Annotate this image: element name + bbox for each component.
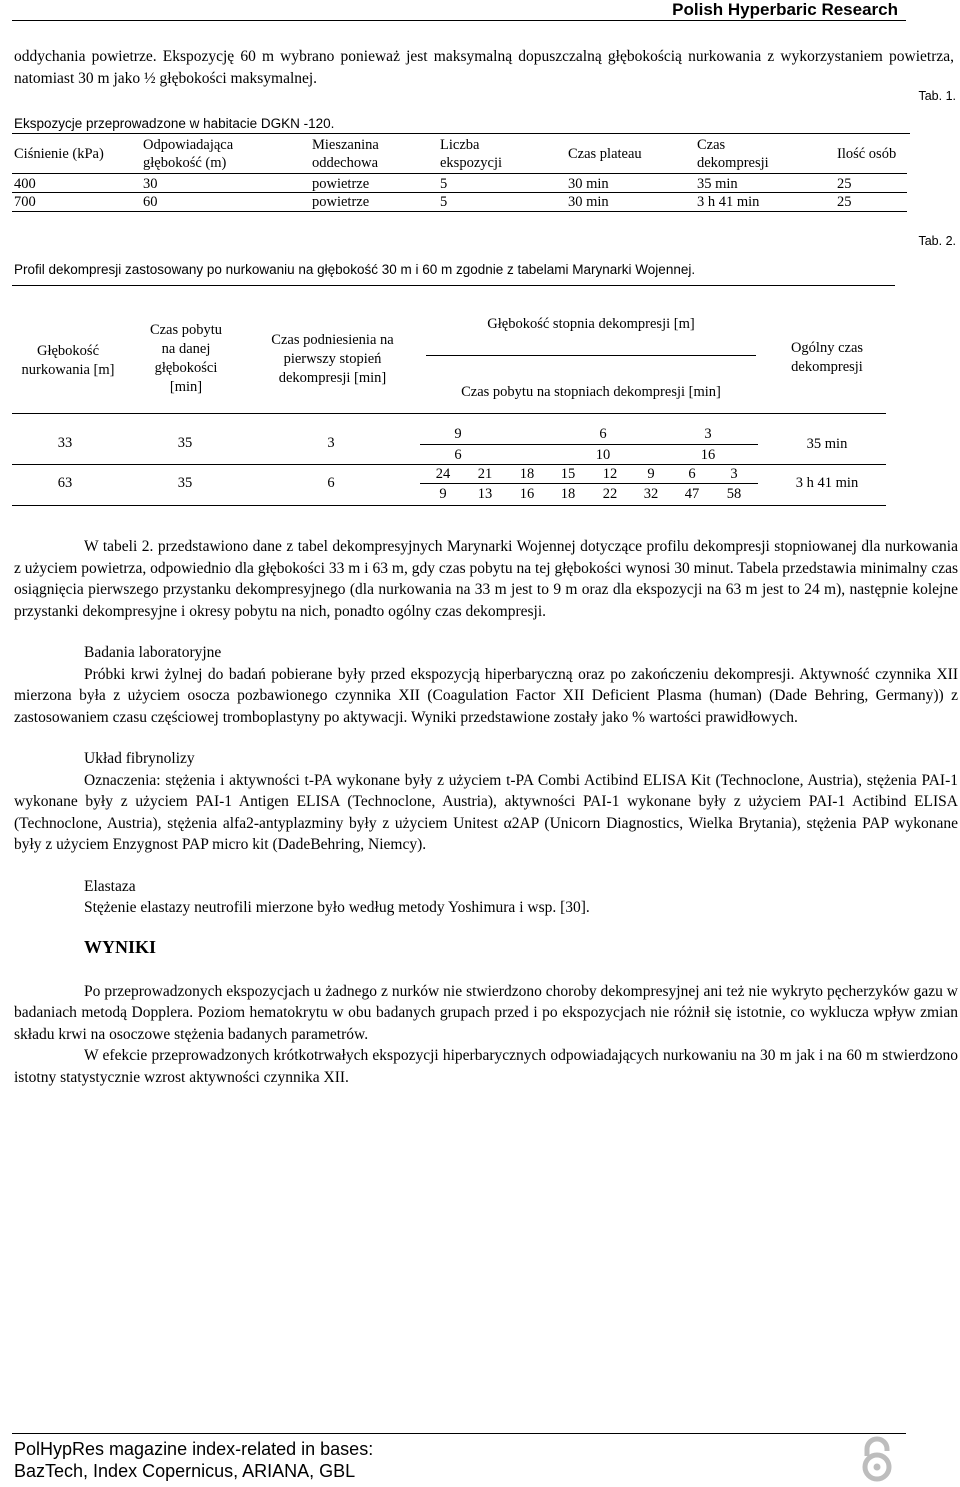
t2-r2-stop-depth: 15 [560,466,576,482]
footer-index-line1: PolHypRes magazine index-related in bases: [14,1439,374,1459]
t2-r1-depth: 33 [57,435,73,451]
t2-r2-stop-time: 16 [519,486,535,502]
t2-r2-stop-depth: 9 [647,466,655,482]
t1-r2-mix: powietrze [312,194,370,210]
t1-header-persons: Ilość osób [837,146,897,162]
t1-header-depth-line2: głębokość (m) [143,155,227,171]
t1-header-decomp-line1: Czas [697,137,726,153]
t1-header-decomp-line2: dekompresji [697,155,769,171]
t1-r2-count: 5 [440,194,448,210]
t2-header-total-line2: dekompresji [791,359,863,375]
t2-r2-stop-depth: 6 [688,466,696,482]
t2-r2-stop-time: 32 [643,486,659,502]
t2-r1-total: 35 min [806,436,848,452]
t2-r2-stop-time: 22 [602,486,618,502]
t2-r1-ascent: 3 [327,435,335,451]
t1-header-count-line2: ekspozycji [440,155,503,171]
t2-header-rule [12,413,886,414]
t1-r1-count: 5 [440,176,448,192]
t2-r1-time: 35 [177,435,193,451]
t1-header-mix-line2: oddechowa [312,155,379,171]
t2-header-depth-line2: nurkowania [m] [21,362,115,378]
t2-header-time-line2: na danej [161,341,211,357]
t1-header-pressure: Ciśnienie (kPa) [14,146,104,162]
t2-r2-stop-depth: 24 [435,466,451,482]
t2-r2-stop-depth: 3 [730,466,738,482]
paragraph-elastase: Stężenie elastazy neutrofili mierzone było według metody Yoshimura i wsp. [30]. [84,899,590,916]
t2-header-ascent-line1: Czas podniesienia na [271,332,394,348]
heading-results: WYNIKI [84,936,157,957]
t1-r2-persons: 25 [837,194,852,210]
t2-header-stop-depth: Głębokość stopnia dekompresji [m] [487,316,695,332]
t2-header-inner-rule [426,355,756,356]
t1-r2-decomp: 3 h 41 min [697,194,760,210]
body-section [14,536,958,1088]
footer-index-line2: BazTech, Index Copernicus, ARIANA, GBL [14,1461,356,1481]
t2-r2-stop-depth: 12 [602,466,618,482]
t2-r2-stop-depth: 21 [477,466,493,482]
t2-header-ascent-line3: dekompresji [min] [278,370,387,386]
t1-header-plateau: Czas plateau [568,146,642,162]
footer-rule [12,1433,906,1434]
t2-r1-stop-depth: 9 [454,426,462,442]
paragraph-table2-description: W tabeli 2. przedstawiono dane z tabel dekompresyjnych Marynarki Wojennej dotyczące profilu dekompresji stopniowanej dla nurkowania z użyciem powietrza, odpowiednio dla głębokości 33 m i 63 m, gdy czas pobytu na tej głębokości wynosi 30 minut. Tabela przedstawia minimalny czas osiągnięcia pierwszego przystanku dekompresyjnego (dla nurkowania na 33 m jest to 9 m oraz dla ekspozycji na 63 m jest to 24 m), następnie kolejne przystanki dekompresyjne i okresy pobytu na nich, ponadto ogólny czas dekompresji. [14,538,958,620]
t2-r2-stop-time: 13 [477,486,493,502]
paragraph-results-1: Po przeprowadzonych ekspozycjach u żadnego z nurków nie stwierdzono choroby dekompresyjnej ani też nie wykryto pęcherzyków gazu w badaniach metodą Dopplera. Poziom hematokrytu w obu badanych grupach przed i po ekspozycjach nie różnił się istotnie, co wyklucza wpływ zmian składu krwi na osoczowe stężenia badanych parametrów. [14,982,958,1043]
t2-header-time-line3: głębokości [154,360,218,376]
t2-r2-stop-time: 18 [560,486,576,502]
intro-paragraph: oddychania powietrze. Ekspozycję 60 m wybrano ponieważ jest maksymalną dopuszczalną głębokością nurkowania z wykorzystaniem powietrza, natomiast 30 m jako ½ głębokości maksymalnej. [14,48,954,87]
t2-r1-stop-depth: 6 [599,426,607,442]
t2-r2-stop-time: 47 [684,486,700,502]
t1-r1-decomp: 35 min [697,176,738,192]
t2-header-time-line4: [min] [169,379,203,395]
t1-r1-persons: 25 [837,176,852,192]
t1-header-depth-line1: Odpowiadająca [143,137,234,153]
t2-r2-stop-time: 58 [726,486,742,502]
t1-header-mix-line1: Mieszanina [312,137,379,153]
t1-r1-pressure: 400 [14,176,36,192]
t1-r2-depth: 60 [143,194,158,210]
t2-r2-total: 3 h 41 min [795,475,859,491]
t2-r2-stop-depth: 18 [519,466,535,482]
heading-fibrinolysis: Układ fibrynolizy [84,750,195,767]
t2-header-time-line1: Czas pobytu [149,322,223,338]
t2-header-depth-line1: Głębokość [36,343,99,359]
table2 [0,0,960,520]
t1-r1-mix: powietrze [312,176,370,192]
t2-r1-stop-depth: 3 [704,426,712,442]
t2-header-total-line1: Ogólny czas [790,340,864,356]
table2-caption: Profil dekompresji zastosowany po nurkowaniu na głębokość 30 m i 60 m zgodnie z tabelami Marynarki Wojennej. [14,262,696,277]
heading-elastase: Elastaza [84,877,136,895]
t2-r2-stop-time: 9 [439,486,447,502]
paragraph-results-2: W efekcie przeprowadzonych krótkotrwałych ekspozycji hiperbarycznych odpowiadających nurkowaniu na 30 m jak i na 60 m stwierdzono istotny statystycznie wzrost aktywności czynnika XII. [14,1047,958,1086]
t1-r1-plateau: 30 min [568,176,609,192]
open-access-icon [857,1436,897,1482]
t2-r1-stop-time: 6 [454,447,462,463]
table1-label: Tab. 1. [918,89,956,103]
paragraph-lab-tests: Próbki krwi żylnej do badań pobierane były przed ekspozycją hiperbaryczną oraz po zakończeniu dekompresji. Aktywność czynnika XII mierzona była z użyciem osocza pozbawionego czynnika XII (Coagulation Factor XII Deficient Plasma (human) (Dade Behring, Germany)) z zastosowaniem czasu częściowej tromboplastyny po aktywacji. Wyniki przedstawione zostały jako % wartości prawidłowych. [14,665,958,726]
table1-caption: Ekspozycje przeprowadzone w habitacie DGKN -120. [14,116,335,131]
t2-header-stop-time: Czas pobytu na stopniach dekompresji [min] [461,384,721,400]
t2-r1-inner-rule [420,444,758,445]
t1-header-count-line1: Liczba [440,137,480,153]
t2-r2-inner-rule [420,483,758,484]
t1-r1-depth: 30 [143,176,158,192]
t2-r1-stop-time: 16 [700,447,716,463]
t2-bottom-rule [12,505,886,506]
t2-r1-stop-time: 10 [595,447,611,463]
t2-r2-ascent: 6 [327,475,335,491]
t2-r2-time: 35 [177,475,193,491]
t1-r2-plateau: 30 min [568,194,609,210]
t2-header-ascent-line2: pierwszy stopień [283,351,382,367]
paragraph-fibrinolysis: Oznaczenia: stężenia i aktywności t-PA wykonane były z użyciem t-PA Combi Actibind ELISA Kit (Technoclone, Austria), stężenia PAI-1 wykonane były z użyciem PAI-1 Antigen ELISA (Technoclone, Austria), aktywności PAI-1 wykonane były z użyciem PAI-1 Actibind ELISA (Technoclone, Austria), stężenia alfa2-antyplazminy były z użyciem Unitest α2AP (Unicorn Diagnostics, Wielka Brytania), stężenia PAP wykonane były z użyciem Enzygnost PAP micro kit (DadeBehring, Niemcy). [14,771,958,853]
t1-r2-pressure: 700 [14,194,36,210]
table2-label: Tab. 2. [918,234,956,248]
t2-r2-depth: 63 [57,475,73,491]
journal-title: Polish Hyperbaric Research [672,0,898,19]
heading-lab-tests: Badania laboratoryjne [84,644,222,661]
